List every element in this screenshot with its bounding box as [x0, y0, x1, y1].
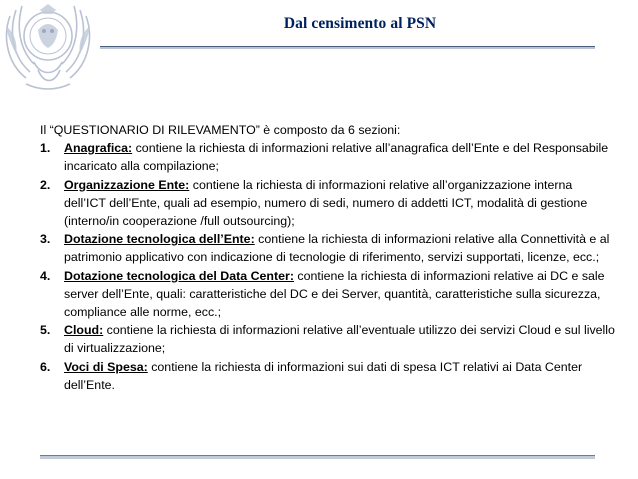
list-item-heading: Voci di Spesa: [64, 359, 148, 374]
list-item-number: 5. [40, 323, 51, 338]
slide-title: Dal censimento al PSN [283, 15, 437, 32]
slide-body [40, 121, 615, 394]
list-item-heading: Cloud: [64, 323, 104, 338]
list-item-heading: Anagrafica: [64, 141, 133, 156]
list-item-text: contiene la richiesta di informazioni sui dati di spesa ICT relativi ai Data Center dell’Ente. [64, 359, 583, 392]
winged-lion-emblem-icon [0, 0, 94, 96]
intro-text: Il “QUESTIONARIO DI RILEVAMENTO” è composto da 6 sezioni: [40, 123, 401, 137]
list-item-text: contiene la richiesta di informazioni relative all’eventuale utilizzo dei servizi Cloud e sul livello di virtualizzazione; [64, 323, 615, 356]
list-item-text: contiene la richiesta di informazioni relative alla Connettività e al patrimonio applicativo con indicazione di tecnologie di riferimento, servizi supportati, licenze, ecc.; [64, 232, 610, 265]
list-item-dotazione-ente [40, 230, 615, 266]
list-item-dotazione-dc [40, 267, 615, 322]
list-item-heading: Organizzazione Ente: [64, 177, 190, 192]
title-divider [100, 46, 595, 49]
list-item-number: 3. [40, 232, 51, 247]
list-item-heading: Dotazione tecnologica dell’Ente: [64, 232, 255, 247]
list-item-heading: Dotazione tecnologica del Data Center: [64, 268, 294, 283]
list-item-number: 2. [40, 177, 51, 192]
list-item-text: contiene la richiesta di informazioni relative all’anagrafica dell’Ente e del Responsabile incaricato alla compilazione; [64, 141, 609, 174]
list-item-anagrafica [40, 139, 615, 175]
list-item-number: 6. [40, 359, 51, 374]
list-item-number: 1. [40, 141, 51, 156]
list-item-text: contiene la richiesta di informazioni relative ai DC e sale server dell’Ente, quali: caratteristiche del DC e dei Server, quantità, caratteristiche sulla sicurezza, compliance alle norme, ecc.; [64, 268, 605, 320]
list-item-cloud [40, 321, 615, 357]
list-item-organizzazione [40, 176, 615, 231]
list-item-number: 4. [40, 268, 51, 283]
sections-list [40, 139, 615, 394]
list-item-voci-spesa [40, 358, 615, 394]
list-item-text: contiene la richiesta di informazioni relative all’organizzazione interna dell’ICT dell’Ente, quali ad esempio, numero di sedi, numero di addetti ICT, modalità di gestione (interno/in cooperazione /full outsourcing); [64, 177, 588, 229]
footer-divider [40, 455, 595, 459]
